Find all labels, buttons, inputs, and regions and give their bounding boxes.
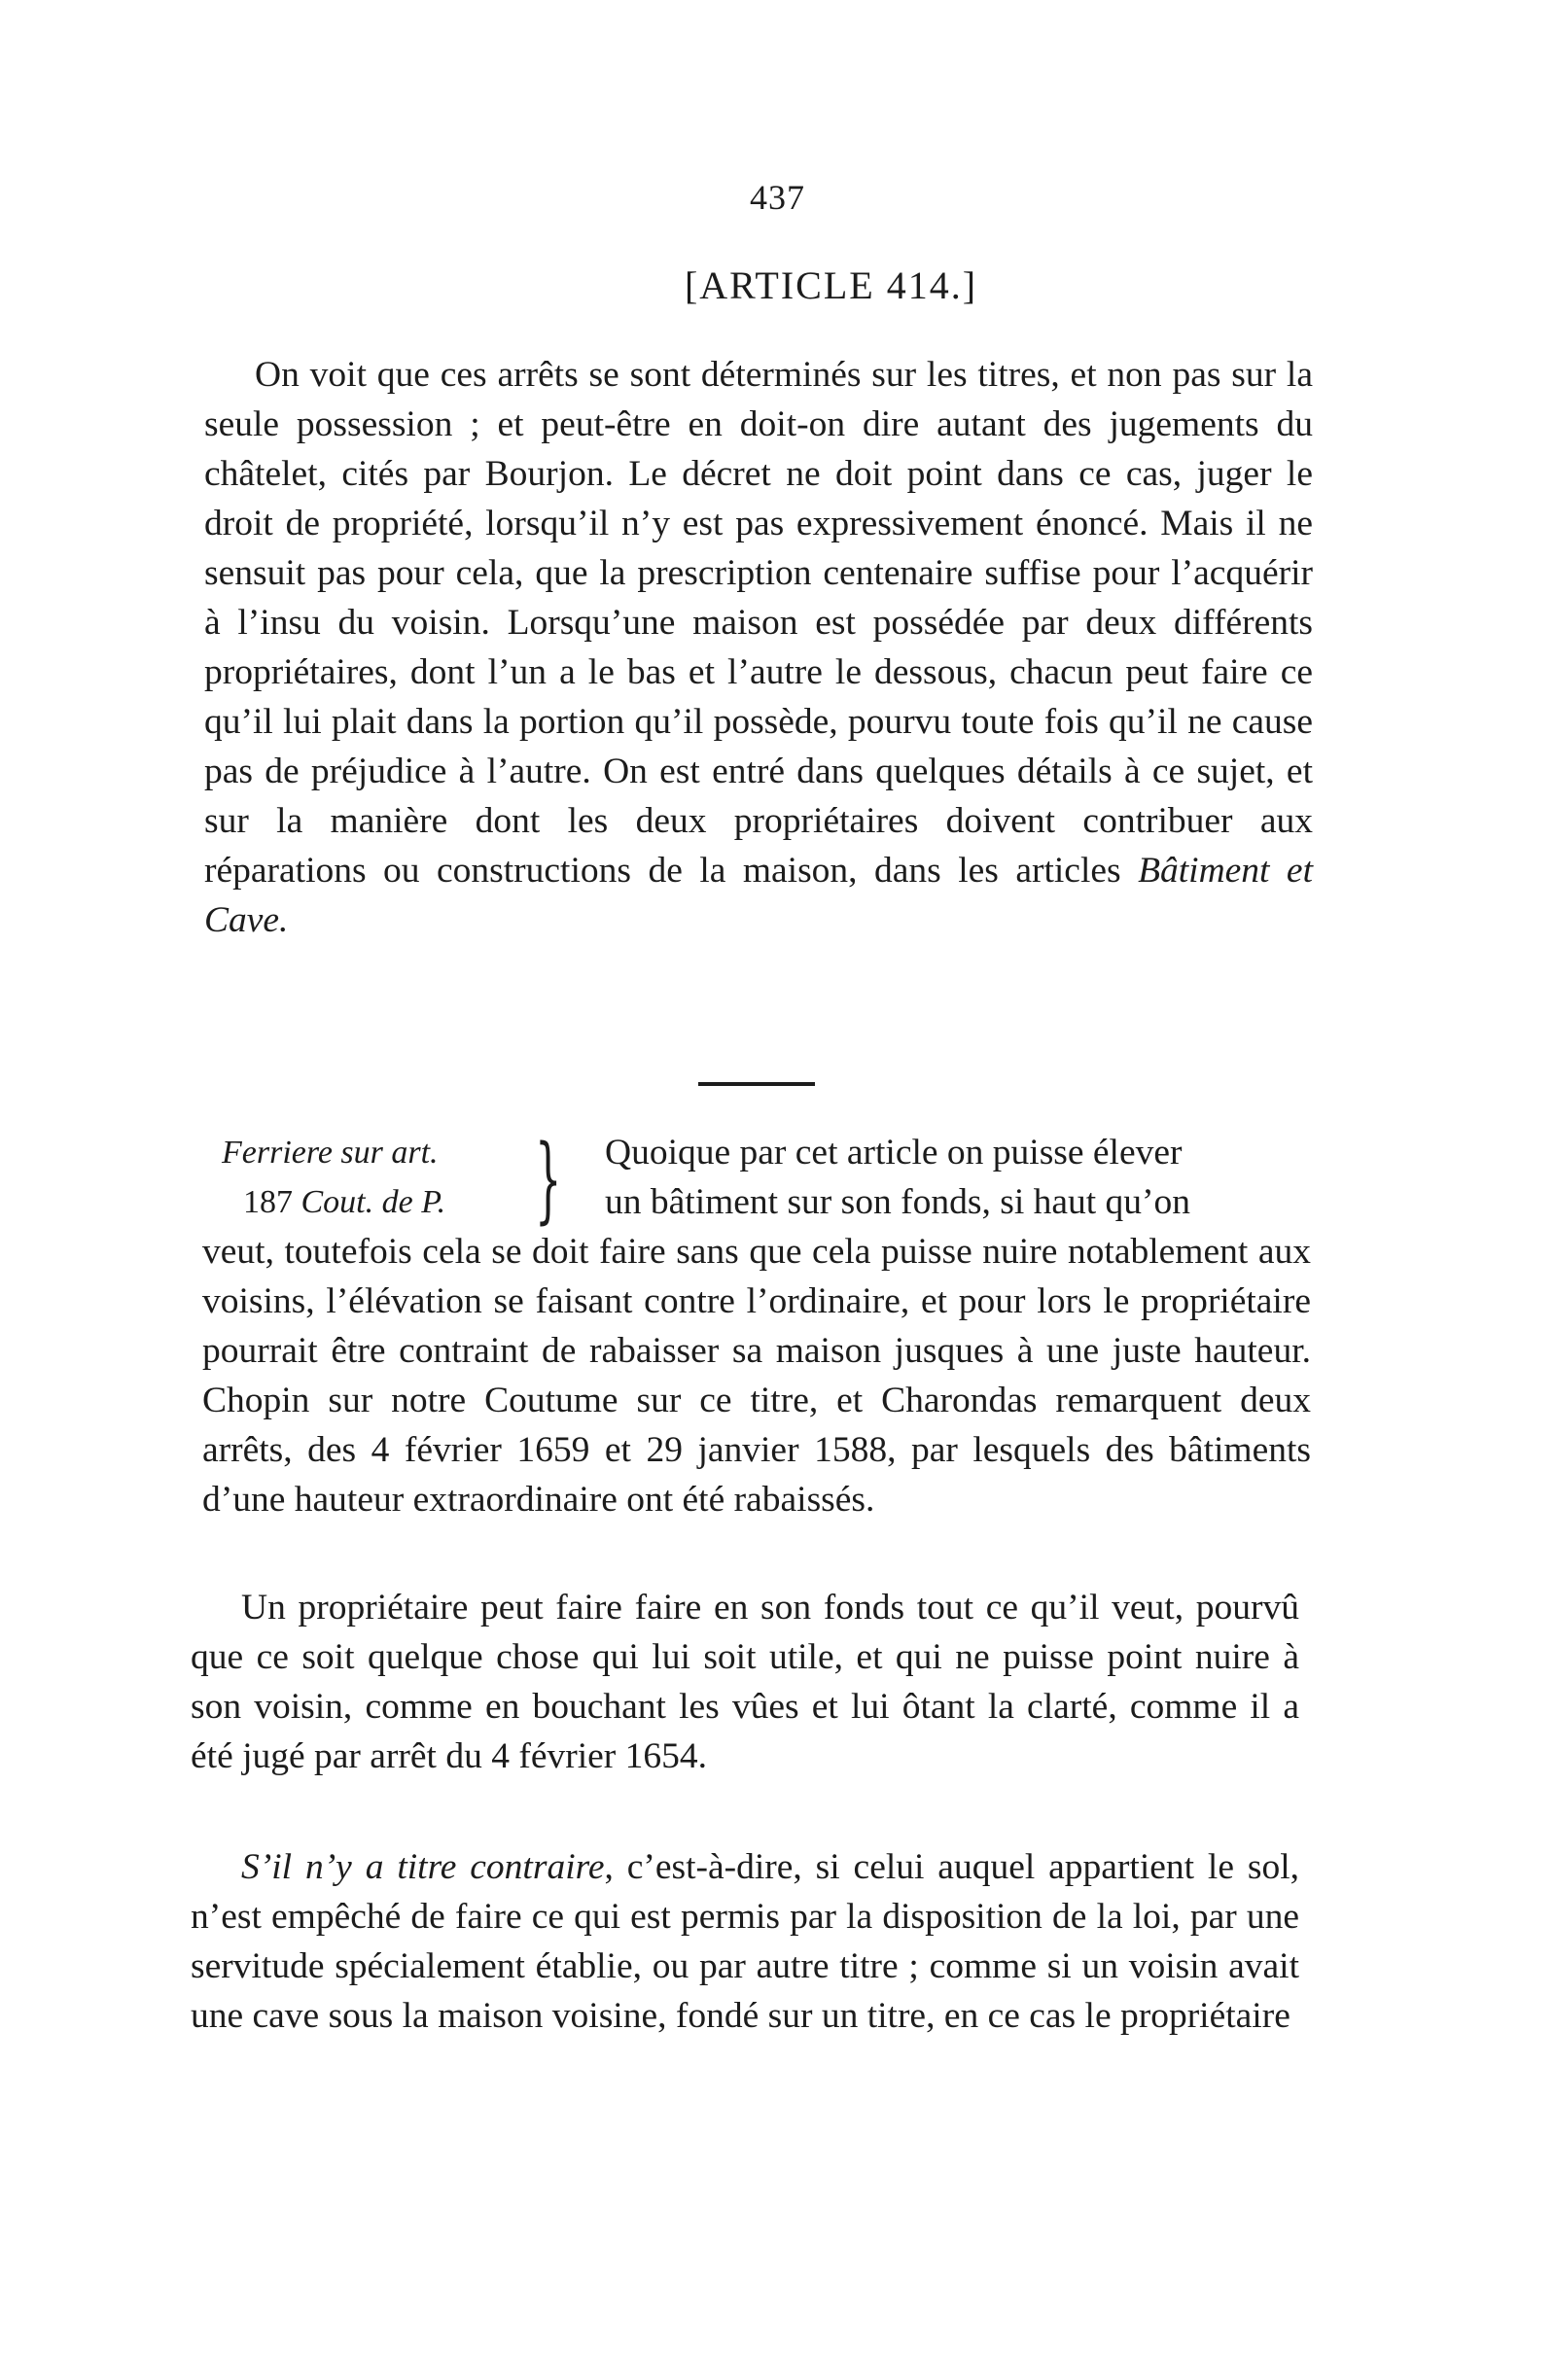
paragraph-2-line-2: un bâtiment sur son fonds, si haut qu’on [605,1182,1191,1222]
paragraph-1-italic: Bâtiment et Cave. [204,851,1313,940]
paragraph-4-italic: S’il n’y a titre contraire [241,1847,605,1887]
section-divider [698,1082,815,1086]
paragraph-2 [202,1227,1311,1524]
paragraph-2-text: veut, toutefois cela se doit faire sans que cela puisse nuire notablement aux voisins, l’élévation se faisant contre l’ordinaire, et pour lors le propriétaire pourrait être contraint de rabaisser sa maison jusques à une juste hauteur. Chopin sur notre Coutume sur ce titre, et Charondas remarquent deux arrêts, des 4 février 1659 et 29 janvier 1588, par lesquels des bâtiments d’une hauteur extraordinaire ont été rabaissés. [202,1232,1311,1520]
paragraph-4-text: , c’est-à-dire, si celui auquel appartient le sol, n’est empêché de faire ce qui est permis par la disposition de la loi, par une servitude spécialement établie, ou par autre titre ; comme si un voisin avait une cave sous la maison voisine, fondé sur un titre, en ce cas le propriétaire [191,1847,1299,2036]
paragraph-4 [191,1842,1299,2041]
paragraph-3-text: Un propriétaire peut faire faire en son fonds tout ce qu’il veut, pourvû que ce soit quelque chose qui lui soit utile, et qui ne puisse point nuire à son voisin, comme en bouchant les vûes et lui ôtant la clarté, comme il a été jugé par arrêt du 4 février 1654. [191,1588,1299,1776]
page-number: 437 [750,178,805,217]
paragraph-1 [204,350,1313,945]
side-note-reference: Cout. de P. [300,1184,446,1220]
curly-brace-icon: } [535,1125,562,1234]
paragraph-3 [191,1583,1299,1781]
paragraph-2-opening [605,1128,1307,1227]
article-heading: [ARTICLE 414.] [684,263,978,307]
paragraph-2-line-1: Quoique par cet article on puisse élever [605,1133,1183,1172]
side-note [222,1125,572,1234]
side-note-number: 187 [243,1184,293,1220]
side-note-line-1: Ferriere sur art. [222,1135,439,1171]
side-note-line-2 [222,1177,572,1227]
paragraph-1-text: On voit que ces arrêts se sont déterminés sur les titres, et non pas sur la seule possession ; et peut-être en doit-on dire autant des jugements du châtelet, cités par Bourjon. Le décret ne doit point dans ce cas, juger le droit de propriété, lorsqu’il n’y est pas expressivement énoncé. Mais il ne sensuit pas pour cela, que la prescription centenaire suffise pour l’acquérir à l’insu du voisin. Lorsqu’une maison est possédée par deux différents propriétaires, dont l’un a le bas et l’autre le dessous, chacun peut faire ce qu’il lui plait dans la portion qu’il possède, pourvu toute fois qu’il ne cause pas de préjudice à l’autre. On est entré dans quelques détails à ce sujet, et sur la manière dont les deux propriétaires doivent contribuer aux réparations ou constructions de la maison, dans les articles [204,355,1313,891]
